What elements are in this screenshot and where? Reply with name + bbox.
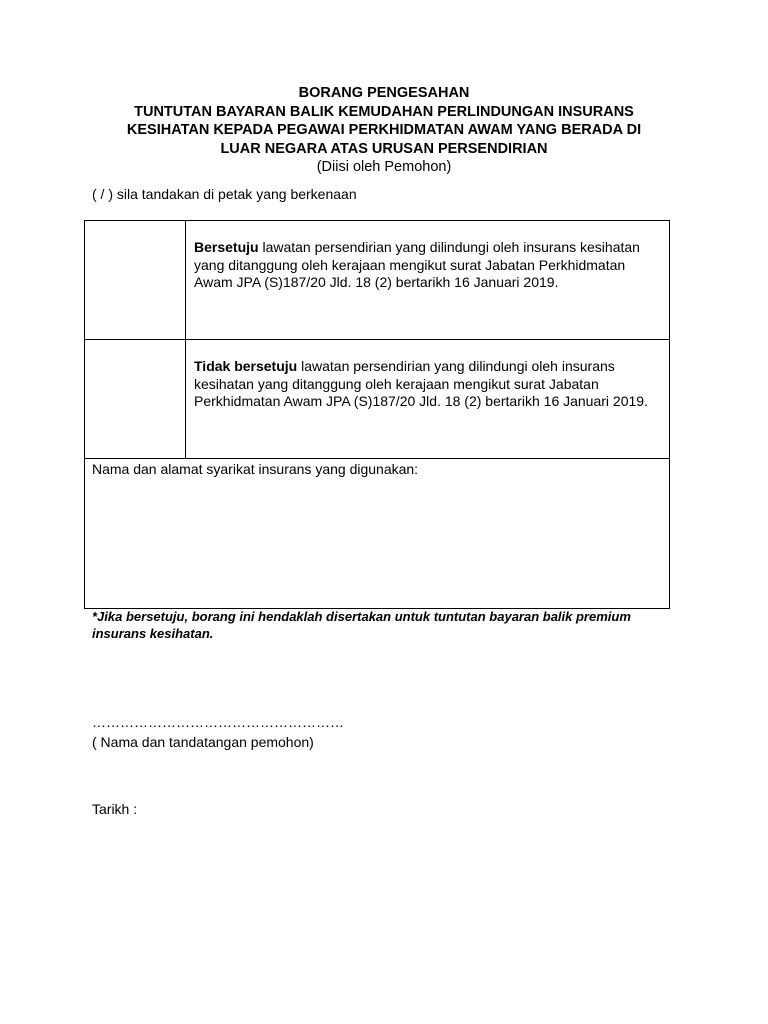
- signature-line[interactable]: ………………………………………………: [92, 714, 344, 730]
- disagree-option-label: Tidak bersetuju: [194, 358, 298, 374]
- table-row: [85, 340, 670, 459]
- agree-option-label: Bersetuju: [194, 239, 259, 255]
- form-subtitle: (Diisi oleh Pemohon): [316, 159, 452, 175]
- form-title-line-3: KESIHATAN KEPADA PEGAWAI PERKHIDMATAN AWAM YANG BERADA DI: [126, 122, 642, 138]
- agree-checkbox-cell[interactable]: [85, 221, 186, 340]
- form-title-line-4: LUAR NEGARA ATAS URUSAN PERSENDIRIAN: [220, 140, 548, 157]
- disagree-option-description: lawatan persendirian yang dilindungi oleh insurans kesihatan yang ditanggung oleh kerajaan mengikut surat Jabatan Perkhidmatan Awam JPA (S)187/20 Jld. 18 (2) bertarikh 16 Januari 2019.: [194, 358, 648, 409]
- disagree-checkbox-cell[interactable]: [85, 340, 186, 459]
- table-row: [85, 459, 670, 609]
- insurance-company-field[interactable]: [85, 459, 670, 609]
- tick-instruction: ( / ) sila tandakan di petak yang berkenaan: [92, 186, 357, 202]
- insurance-company-label: Nama dan alamat syarikat insurans yang digunakan:: [92, 461, 419, 477]
- signature-label: ( Nama dan tandatangan pemohon): [92, 734, 314, 750]
- date-label: Tarikh :: [92, 801, 138, 817]
- agree-option-text: [186, 221, 670, 340]
- agree-option-description: lawatan persendirian yang dilindungi oleh insurans kesihatan yang ditanggung oleh kerajaan mengikut surat Jabatan Perkhidmatan Awam JPA (S)187/20 Jld. 18 (2) bertarikh 16 Januari 2019.: [194, 239, 640, 290]
- form-title-line-2: TUNTUTAN BAYARAN BALIK KEMUDAHAN PERLINDUNGAN INSURANS: [134, 103, 634, 120]
- form-title: BORANG PENGESAHAN: [298, 85, 470, 101]
- form-heading: [84, 84, 684, 177]
- disagree-option-text: [186, 340, 670, 459]
- table-row: [85, 221, 670, 340]
- agreement-note: *Jika bersetuju, borang ini hendaklah disertakan untuk tuntutan bayaran balik premium insurans kesihatan.: [92, 609, 631, 641]
- choice-table: [84, 220, 670, 609]
